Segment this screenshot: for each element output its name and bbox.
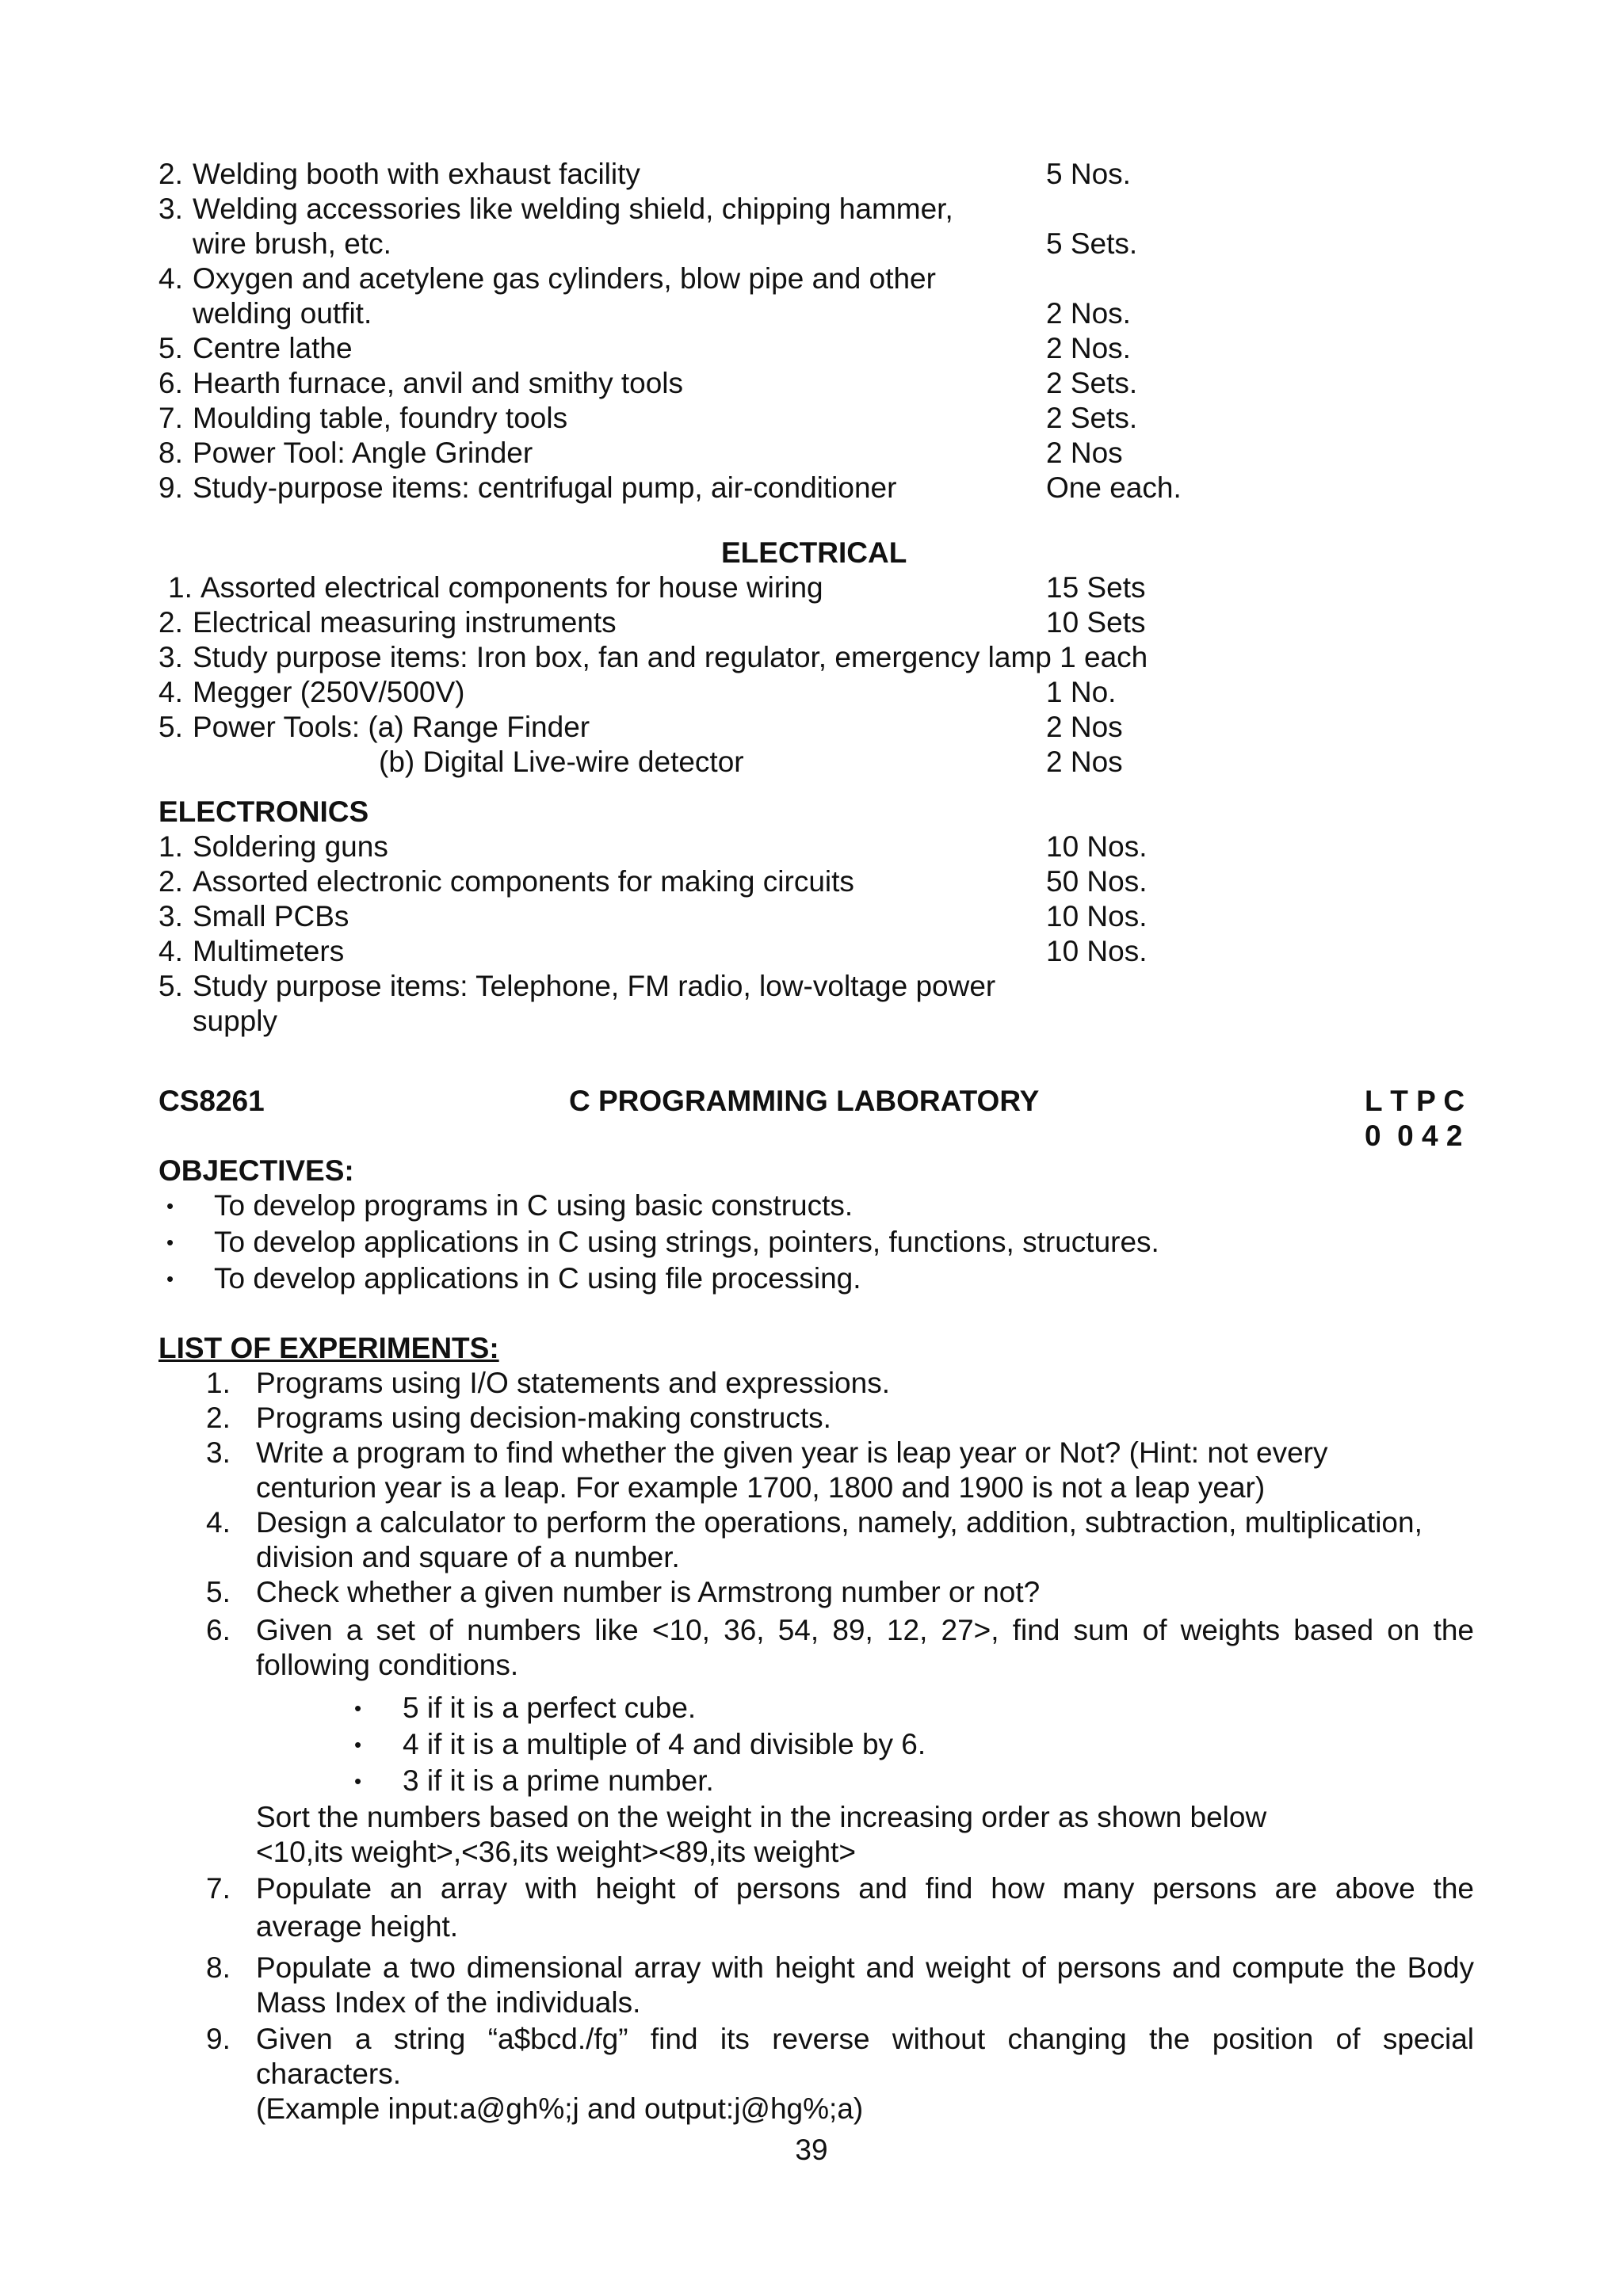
objective-item: To develop applications in C using strings, pointers, functions, structures. <box>214 1226 1159 1258</box>
list-item-qty: 10 Nos. <box>1046 830 1148 863</box>
experiment-num: 4. <box>206 1506 231 1539</box>
sub-bullet-item: 3 if it is a prime number. <box>403 1764 714 1797</box>
section-heading: ELECTRICAL <box>721 536 907 569</box>
experiment-line: Populate an array with height of persons and find how many persons are above the <box>256 1872 1474 1905</box>
list-item-num: 9. <box>158 471 183 504</box>
experiment-line: Write a program to find whether the given year is leap year or Not? (Hint: not every <box>256 1436 1328 1469</box>
list-item-text: Assorted electrical components for house wiring <box>200 571 823 604</box>
list-item-text: Multimeters <box>193 935 345 967</box>
list-item-qty: 2 Nos <box>1046 437 1123 469</box>
bullet-icon: • <box>166 1267 174 1291</box>
list-item-text: Study purpose items: Iron box, fan and regulator, emergency lamp 1 each <box>193 641 1148 673</box>
list-item-num: 2. <box>158 606 183 639</box>
ltpc-label: L T P C <box>1365 1085 1465 1117</box>
objective-item: To develop applications in C using file processing. <box>214 1262 861 1295</box>
list-item-num: 4. <box>158 676 183 708</box>
bullet-icon: • <box>166 1230 174 1254</box>
list-item-qty: 10 Sets <box>1046 606 1146 639</box>
list-item-num: 2. <box>158 158 183 190</box>
course-title: C PROGRAMMING LABORATORY <box>569 1085 1040 1117</box>
list-item-text: Welding booth with exhaust facility <box>193 158 640 190</box>
sub-bullet-item: 5 if it is a perfect cube. <box>403 1691 697 1724</box>
experiment-num: 7. <box>206 1872 231 1905</box>
bullet-icon: • <box>354 1733 362 1756</box>
experiment-num: 2. <box>206 1402 231 1434</box>
list-item-qty: One each. <box>1046 471 1182 504</box>
list-item-num: 7. <box>158 402 183 434</box>
sub-bullet-item: 4 if it is a multiple of 4 and divisible by 6. <box>403 1728 926 1760</box>
list-item-text: Welding accessories like welding shield, chipping hammer, <box>193 193 953 225</box>
list-item-text-cont: wire brush, etc. <box>193 227 391 260</box>
list-item-qty: 1 No. <box>1046 676 1117 708</box>
experiment-num: 3. <box>206 1436 231 1469</box>
experiment-num: 9. <box>206 2023 231 2055</box>
list-item-qty: 15 Sets <box>1046 571 1146 604</box>
list-item-num: 1. <box>168 571 193 604</box>
list-item-qty: 2 Sets. <box>1046 367 1138 399</box>
list-item-qty: 50 Nos. <box>1046 865 1148 898</box>
experiment-num: 6. <box>206 1614 231 1646</box>
experiment-line: Given a string “a$bcd./fg” find its reverse without changing the position of special <box>256 2023 1474 2055</box>
experiment-line: Check whether a given number is Armstrong number or not? <box>256 1576 1041 1608</box>
experiment-line: Programs using decision-making constructs. <box>256 1402 831 1434</box>
experiment-line: Mass Index of the individuals. <box>256 1986 641 2019</box>
list-item-num: 4. <box>158 262 183 295</box>
list-item-num: 3. <box>158 900 183 933</box>
list-item-qty: 2 Nos. <box>1046 297 1131 330</box>
experiment-line-text: Design a calculator to perform the operations, namely, addition, subtraction, multiplication, <box>256 1506 1423 1539</box>
list-item-text: Assorted electronic components for making circuits <box>193 865 854 898</box>
list-item-text: Power Tools: (a) Range Finder <box>193 711 590 743</box>
experiment-num: 8. <box>206 1951 231 1984</box>
course-code: CS8261 <box>158 1085 265 1117</box>
experiment-num: 5. <box>206 1576 231 1608</box>
list-item-qty: 10 Nos. <box>1046 900 1148 933</box>
experiment-line: Given a set of numbers like <10, 36, 54, 89, 12, 27>, find sum of weights based on the <box>256 1614 1474 1646</box>
list-item-qty: 5 Nos. <box>1046 158 1131 190</box>
list-item-num: 5. <box>158 970 183 1002</box>
experiment-line: Populate a two dimensional array with height and weight of persons and compute the Body <box>256 1951 1474 1984</box>
experiment-line <box>256 1505 1474 1540</box>
ltpc-values: 0 0 4 2 <box>1365 1119 1463 1152</box>
list-item-text-cont: welding outfit. <box>193 297 372 330</box>
list-item-num: 5. <box>158 711 183 743</box>
list-item-num: 8. <box>158 437 183 469</box>
list-item-text: Oxygen and acetylene gas cylinders, blow pipe and other <box>193 262 936 295</box>
list-item-text: Study-purpose items: centrifugal pump, air-conditioner <box>193 471 897 504</box>
list-item-text: Moulding table, foundry tools <box>193 402 568 434</box>
list-item-qty: 2 Sets. <box>1046 402 1138 434</box>
experiment-line: Programs using I/O statements and expressions. <box>256 1367 890 1399</box>
experiment-line: following conditions. <box>256 1649 519 1681</box>
list-item-num: 2. <box>158 865 183 898</box>
bullet-icon: • <box>354 1696 362 1720</box>
list-item-num: 4. <box>158 935 183 967</box>
objectives-heading: OBJECTIVES: <box>158 1154 354 1187</box>
list-item-qty: 5 Sets. <box>1046 227 1138 260</box>
objective-item: To develop programs in C using basic constructs. <box>214 1189 854 1222</box>
list-item-qty: 2 Nos <box>1046 746 1123 778</box>
experiment-line: Sort the numbers based on the weight in the increasing order as shown below <box>256 1801 1267 1833</box>
list-item-text-cont: supply <box>193 1005 277 1037</box>
list-item-text: Centre lathe <box>193 332 353 364</box>
list-item-num: 3. <box>158 193 183 225</box>
section-heading: ELECTRONICS <box>158 795 369 828</box>
experiment-num: 1. <box>206 1367 231 1399</box>
list-item-text: Power Tool: Angle Grinder <box>193 437 533 469</box>
page-number: 39 <box>795 2134 828 2166</box>
list-item-text: Soldering guns <box>193 830 388 863</box>
list-item-num: 1. <box>158 830 183 863</box>
list-item-text: Hearth furnace, anvil and smithy tools <box>193 367 684 399</box>
bullet-icon: • <box>354 1769 362 1793</box>
experiment-line: <10,its weight>,<36,its weight><89,its weight> <box>256 1836 856 1868</box>
list-item-qty: 2 Nos <box>1046 711 1123 743</box>
list-item-text: Study purpose items: Telephone, FM radio, low-voltage power <box>193 970 996 1002</box>
list-item-num: 5. <box>158 332 183 364</box>
experiment-line: characters. <box>256 2058 402 2090</box>
list-item-text: Megger (250V/500V) <box>193 676 465 708</box>
experiment-line: division and square of a number. <box>256 1541 680 1573</box>
list-item-num: 6. <box>158 367 183 399</box>
experiment-line: average height. <box>256 1910 459 1943</box>
list-item-qty: 2 Nos. <box>1046 332 1131 364</box>
experiment-line: centurion year is a leap. For example 1700, 1800 and 1900 is not a leap year) <box>256 1471 1266 1504</box>
list-item-text: Small PCBs <box>193 900 349 933</box>
experiments-heading: LIST OF EXPERIMENTS: <box>158 1332 499 1364</box>
list-item-num: 3. <box>158 641 183 673</box>
bullet-icon: • <box>166 1194 174 1218</box>
list-item-qty: 10 Nos. <box>1046 935 1148 967</box>
list-item-text: Electrical measuring instruments <box>193 606 617 639</box>
list-item-text: (b) Digital Live-wire detector <box>379 746 744 778</box>
experiment-line: (Example input:a@gh%;j and output:j@hg%;a) <box>256 2092 864 2125</box>
